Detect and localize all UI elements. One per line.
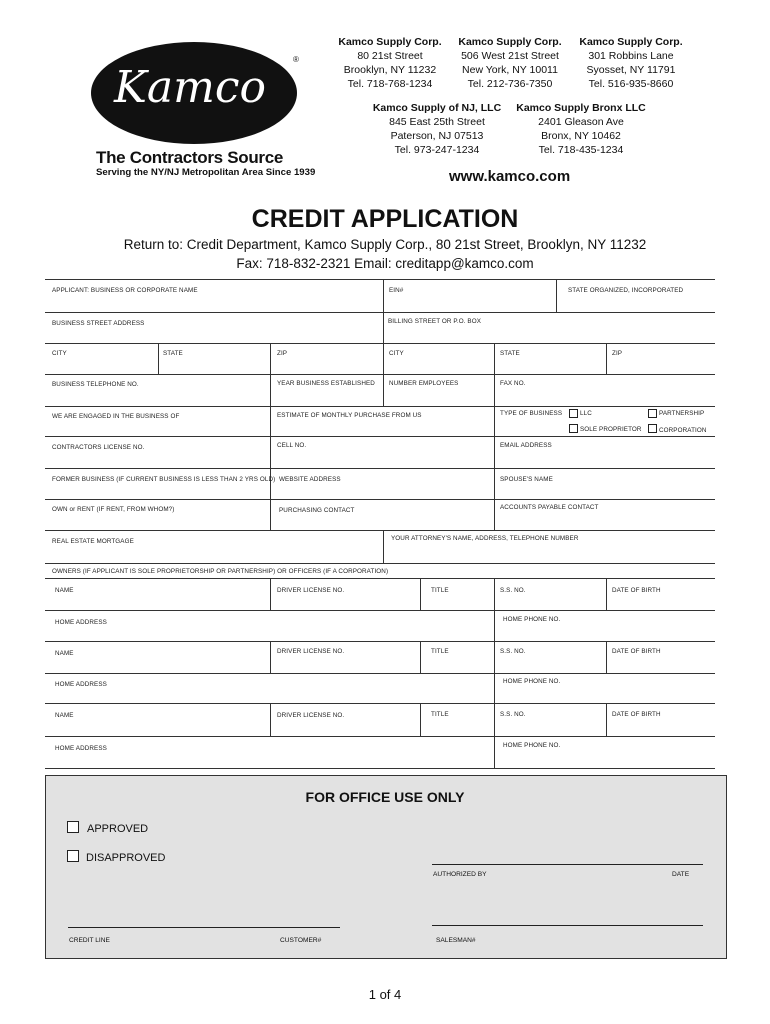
row-divider <box>45 673 715 674</box>
owner-home-address-field[interactable]: HOME ADDRESS <box>55 619 107 626</box>
registered-mark: ® <box>293 55 299 64</box>
branch-city: Paterson, NJ 07513 <box>390 130 484 142</box>
owner-home-phone-field[interactable]: HOME PHONE NO. <box>503 616 561 623</box>
page-title: CREDIT APPLICATION <box>251 205 519 233</box>
col-divider <box>606 703 607 736</box>
branch-street: 301 Robbins Lane <box>588 50 674 62</box>
owner-dob-field[interactable]: DATE OF BIRTH <box>612 648 661 655</box>
col-divider <box>420 641 421 673</box>
row-divider <box>45 703 715 704</box>
real-estate-mortgage-field[interactable]: REAL ESTATE MORTGAGE <box>52 538 134 545</box>
col-divider <box>383 530 384 563</box>
partnership-label: PARTNERSHIP <box>659 410 705 417</box>
tagline-sub: Serving the NY/NJ Metropolitan Area Since 1939 <box>96 167 316 178</box>
branch-city: Brooklyn, NY 11232 <box>343 64 437 76</box>
branch-brooklyn <box>320 35 460 91</box>
col-divider <box>556 279 557 312</box>
owner-dob-field[interactable]: DATE OF BIRTH <box>612 587 661 594</box>
branch-street: 506 West 21st Street <box>461 50 559 62</box>
owner-name-field[interactable]: NAME <box>55 650 74 657</box>
row-divider <box>45 374 715 375</box>
authorized-by-line[interactable] <box>432 864 703 865</box>
col-divider <box>494 343 495 374</box>
row-divider <box>45 610 715 611</box>
branch-tel: Tel. 212-736-7350 <box>467 78 553 90</box>
website-field[interactable]: WEBSITE ADDRESS <box>279 476 341 483</box>
llc-label: LLC <box>580 410 592 417</box>
return-address: Return to: Credit Department, Kamco Supply Corp., 80 21st Street, Brooklyn, NY 11232 <box>123 237 647 252</box>
owner-home-address-field[interactable]: HOME ADDRESS <box>55 681 107 688</box>
website-link[interactable]: www.kamco.com <box>449 168 571 185</box>
branch-city: Bronx, NY 10462 <box>541 130 621 142</box>
col-divider <box>270 703 271 736</box>
branch-name: Kamco Supply Corp. <box>458 36 562 48</box>
col-divider <box>270 374 271 406</box>
form-top-border <box>45 279 715 280</box>
row-divider <box>45 530 715 531</box>
col-divider <box>494 703 495 736</box>
branch-name: Kamco Supply of NJ, LLC <box>372 102 502 114</box>
sole-proprietor-checkbox[interactable] <box>569 424 578 433</box>
branch-paterson <box>367 101 507 157</box>
street-address-field[interactable]: BUSINESS STREET ADDRESS <box>52 320 145 327</box>
owner-dob-field[interactable]: DATE OF BIRTH <box>612 711 661 718</box>
customer-number-label: CUSTOMER# <box>280 937 322 944</box>
branch-street: 2401 Gleason Ave <box>538 116 624 128</box>
owners-section-label: OWNERS (IF APPLICANT IS SOLE PROPRIETORSHIP OR PARTNERSHIP) OR OFFICERS (IF A CORPORATION) <box>52 568 389 575</box>
owner-home-address-field[interactable]: HOME ADDRESS <box>55 745 107 752</box>
branch-name: Kamco Supply Corp. <box>338 36 442 48</box>
col-divider <box>270 343 271 374</box>
col-divider <box>606 641 607 673</box>
billing-address-field[interactable]: BILLING STREET OR P.O. BOX <box>388 318 482 325</box>
col-divider <box>383 343 384 374</box>
col-divider <box>494 406 495 436</box>
row-divider <box>45 499 715 500</box>
branch-tel: Tel. 718-435-1234 <box>538 144 624 156</box>
partnership-checkbox[interactable] <box>648 409 657 418</box>
former-business-field[interactable]: FORMER BUSINESS (IF CURRENT BUSINESS IS LESS THAN 2 YRS OLD) <box>52 476 276 483</box>
col-divider <box>420 703 421 736</box>
row-divider <box>45 736 715 737</box>
row-divider <box>45 343 715 344</box>
corporation-checkbox[interactable] <box>648 424 657 433</box>
owner-driver-license-field[interactable]: DRIVER LICENSE NO. <box>277 648 345 655</box>
col-divider <box>383 279 384 312</box>
billing-zip-field[interactable]: ZIP <box>612 350 623 357</box>
col-divider <box>494 374 495 406</box>
monthly-purchase-field[interactable]: ESTIMATE OF MONTHLY PURCHASE FROM US <box>277 412 422 419</box>
page-number: 1 of 4 <box>368 987 402 1002</box>
row-divider <box>45 406 715 407</box>
col-divider <box>494 641 495 673</box>
salesman-line[interactable] <box>432 925 703 926</box>
attorney-field[interactable]: YOUR ATTORNEY'S NAME, ADDRESS, TELEPHONE NUMBER <box>391 535 579 542</box>
row-divider <box>45 468 715 469</box>
col-divider <box>494 610 495 641</box>
branch-tel: Tel. 516-935-8660 <box>588 78 674 90</box>
branch-city: Syosset, NY 11791 <box>586 64 676 76</box>
tagline: The Contractors Source <box>96 148 284 167</box>
owner-ssn-field[interactable]: S.S. NO. <box>500 587 526 594</box>
row-divider <box>45 641 715 642</box>
branch-bronx <box>511 101 651 157</box>
fax-email-line: Fax: 718-832-2321 Email: creditapp@kamco.com <box>236 256 534 271</box>
branch-new-york <box>440 35 580 91</box>
purchasing-contact-field[interactable]: PURCHASING CONTACT <box>279 507 355 514</box>
credit-line-label: CREDIT LINE <box>69 937 110 944</box>
owner-name-field[interactable]: NAME <box>55 587 74 594</box>
col-divider <box>270 499 271 530</box>
form-bottom-border <box>45 768 715 769</box>
branch-syosset <box>561 35 701 91</box>
owner-driver-license-field[interactable]: DRIVER LICENSE NO. <box>277 587 345 594</box>
sole-proprietor-label: SOLE PROPRIETOR <box>580 426 642 433</box>
disapproved-checkbox[interactable] <box>67 850 79 862</box>
row-divider <box>45 578 715 579</box>
llc-checkbox[interactable] <box>569 409 578 418</box>
col-divider <box>383 374 384 406</box>
col-divider <box>420 578 421 610</box>
approved-checkbox[interactable] <box>67 821 79 833</box>
branch-tel: Tel. 973-247-1234 <box>394 144 480 156</box>
col-divider <box>606 343 607 374</box>
corporation-label: CORPORATION <box>659 427 707 434</box>
branch-street: 80 21st Street <box>357 50 423 62</box>
cell-field[interactable]: CELL NO. <box>277 442 307 449</box>
col-divider <box>494 736 495 768</box>
email-field[interactable]: EMAIL ADDRESS <box>500 442 552 449</box>
own-rent-field[interactable]: OWN or RENT (IF RENT, FROM WHOM?) <box>52 506 175 513</box>
kamco-logo <box>90 40 302 145</box>
owner-ssn-field[interactable]: S.S. NO. <box>500 711 526 718</box>
owner-home-phone-field[interactable]: HOME PHONE NO. <box>503 742 561 749</box>
zip-field[interactable]: ZIP <box>277 350 288 357</box>
billing-city-field[interactable]: CITY <box>389 350 404 357</box>
col-divider <box>270 468 271 499</box>
branch-tel: Tel. 718-768-1234 <box>347 78 433 90</box>
city-field[interactable]: CITY <box>52 350 67 357</box>
credit-line-line[interactable] <box>68 927 340 928</box>
logo-text: Kamco <box>114 62 266 113</box>
year-established-field[interactable]: YEAR BUSINESS ESTABLISHED <box>277 380 375 387</box>
col-divider <box>606 578 607 610</box>
fax-field[interactable]: FAX NO. <box>500 380 526 387</box>
business-engaged-field[interactable]: WE ARE ENGAGED IN THE BUSINESS OF <box>52 413 180 420</box>
billing-state-field[interactable]: STATE <box>500 350 520 357</box>
applicant-name-field[interactable]: APPLICANT: BUSINESS OR CORPORATE NAME <box>52 287 198 294</box>
spouse-name-field[interactable]: SPOUSE'S NAME <box>500 476 553 483</box>
owner-ssn-field[interactable]: S.S. NO. <box>500 648 526 655</box>
col-divider <box>383 312 384 343</box>
business-phone-field[interactable]: BUSINESS TELEPHONE NO. <box>52 381 139 388</box>
owner-title-field[interactable]: TITLE <box>431 648 449 655</box>
branch-name: Kamco Supply Bronx LLC <box>516 102 646 114</box>
col-divider <box>494 673 495 703</box>
contractor-license-field[interactable]: CONTRACTORS LICENSE NO. <box>52 444 145 451</box>
owner-driver-license-field[interactable]: DRIVER LICENSE NO. <box>277 712 345 719</box>
col-divider <box>494 468 495 499</box>
owner-title-field[interactable]: TITLE <box>431 587 449 594</box>
branch-city: New York, NY 10011 <box>462 64 558 76</box>
business-type-label: TYPE OF BUSINESS <box>500 410 563 417</box>
branch-name: Kamco Supply Corp. <box>579 36 683 48</box>
office-use-title: FOR OFFICE USE ONLY <box>305 789 465 805</box>
row-divider <box>45 563 715 564</box>
authorized-by-label: AUTHORIZED BY <box>433 871 487 878</box>
col-divider <box>270 406 271 436</box>
accounts-payable-field[interactable]: ACCOUNTS PAYABLE CONTACT <box>500 504 599 511</box>
col-divider <box>270 436 271 468</box>
col-divider <box>494 578 495 610</box>
col-divider <box>494 499 495 530</box>
owner-home-phone-field[interactable]: HOME PHONE NO. <box>503 678 561 685</box>
branch-street: 845 East 25th Street <box>389 116 485 128</box>
owner-title-field[interactable]: TITLE <box>431 711 449 718</box>
employees-field[interactable]: NUMBER EMPLOYEES <box>389 380 459 387</box>
owner-name-field[interactable]: NAME <box>55 712 74 719</box>
disapproved-label: DISAPPROVED <box>86 852 166 864</box>
row-divider <box>45 312 715 313</box>
state-organized-field[interactable]: STATE ORGANIZED, INCORPORATED <box>568 287 684 294</box>
col-divider <box>158 343 159 374</box>
col-divider <box>270 578 271 610</box>
state-field[interactable]: STATE <box>163 350 183 357</box>
row-divider <box>45 436 715 437</box>
approved-label: APPROVED <box>87 823 149 835</box>
col-divider <box>270 641 271 673</box>
date-label: DATE <box>672 871 690 878</box>
salesman-label: SALESMAN# <box>436 937 476 944</box>
ein-field[interactable]: EIN# <box>389 287 404 294</box>
col-divider <box>494 436 495 468</box>
